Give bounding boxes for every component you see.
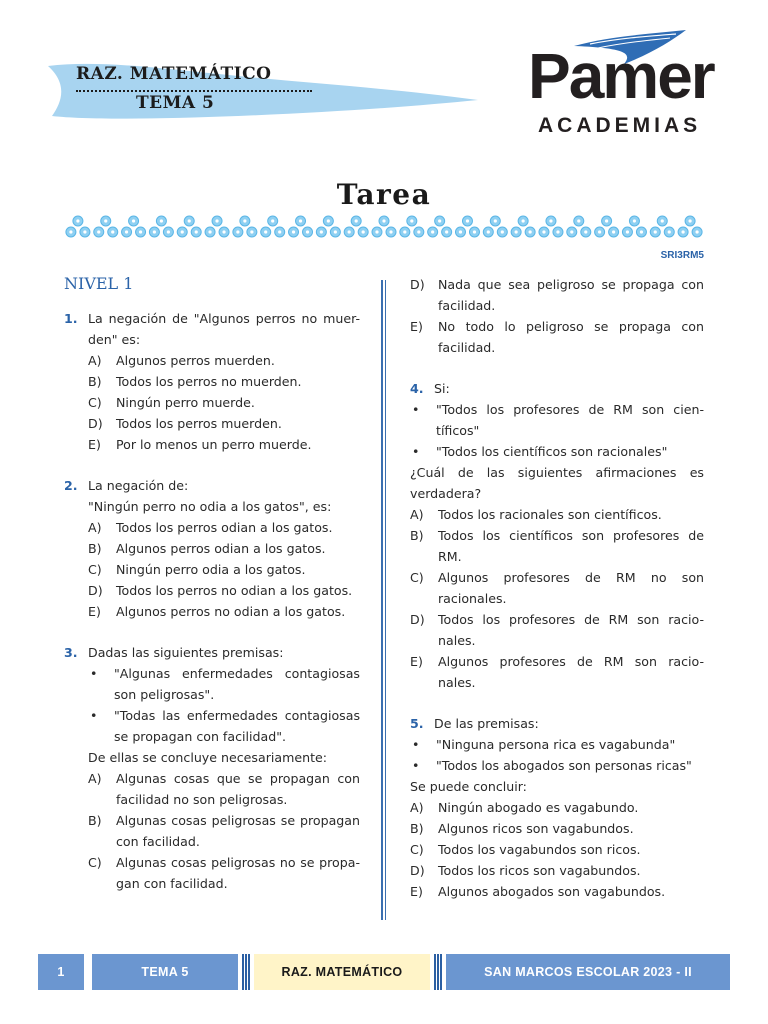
flower-ornament-icon	[428, 216, 452, 237]
document-code: SRI3RM5	[660, 250, 704, 261]
footer-institution: SAN MARCOS ESCOLAR 2023 - II	[446, 954, 730, 990]
option-letter: D)	[88, 583, 103, 598]
flower-ornament-icon	[678, 216, 702, 237]
flower-ornament-icon	[149, 216, 173, 237]
option-letter: B)	[88, 541, 102, 556]
option-text: Algunas cosas peligrosas se propagan con facilidad.	[116, 813, 360, 849]
bullet-icon: •	[412, 402, 420, 417]
question-4	[410, 378, 704, 693]
logo-brand: Pamer	[528, 40, 714, 112]
question-statement: ¿Cuál de las siguientes afirmaciones es verdadera?	[410, 465, 704, 501]
option-text: Algunas cosas peligrosas no se propa-gan con facilidad.	[116, 855, 360, 891]
premise-text: "Algunas enfermedades contagiosas son peligrosas".	[114, 666, 360, 702]
question-number: 4.	[410, 381, 424, 396]
flower-ornament-icon	[511, 216, 535, 237]
question-text: Si:	[434, 381, 450, 396]
option-letter: A)	[88, 520, 102, 535]
option-text: Todos los científicos son profesores de RM.	[438, 528, 704, 564]
option-text: Algunos profesores de RM son racio-nales.	[438, 654, 704, 690]
flower-ornament-icon	[622, 216, 646, 237]
option-letter: B)	[410, 821, 424, 836]
option-letter: C)	[88, 562, 102, 577]
option-letter: B)	[88, 374, 102, 389]
flower-ornament-icon	[539, 216, 563, 237]
bullet-icon: •	[412, 444, 420, 459]
footer-subject: RAZ. MATEMÁTICO	[254, 954, 430, 990]
bullet-icon: •	[412, 758, 420, 773]
flower-ornament-icon	[650, 216, 674, 237]
header-dotted-rule	[76, 90, 312, 92]
question-statement: Se puede concluir:	[410, 779, 527, 794]
option-letter: C)	[410, 570, 424, 585]
page-footer	[38, 954, 730, 990]
option-text: Todos los ricos son vagabundos.	[438, 863, 641, 878]
option-text: Todos los profesores de RM son racio-nales.	[438, 612, 704, 648]
bullet-icon: •	[90, 708, 98, 723]
logo-subtitle: ACADEMIAS	[538, 114, 702, 137]
flower-ornament-icon	[400, 216, 424, 237]
premise-text: "Todas las enfermedades contagiosas se propagan con facilidad".	[114, 708, 360, 744]
premise-text: "Todos los científicos son racionales"	[436, 444, 668, 459]
option-letter: C)	[88, 395, 102, 410]
footer-tema: TEMA 5	[92, 954, 238, 990]
bullet-icon: •	[90, 666, 98, 681]
question-text: La negación de "Algunos perros no muer-den" es:	[88, 311, 360, 347]
option-letter: A)	[410, 507, 424, 522]
option-text: Todos los perros muerden.	[116, 416, 282, 431]
question-2	[64, 475, 360, 622]
option-text: Por lo menos un perro muerde.	[116, 437, 312, 452]
option-letter: E)	[410, 884, 423, 899]
flower-ornament-icon	[316, 216, 340, 237]
option-text: No todo lo peligroso se propaga con facilidad.	[438, 319, 704, 355]
question-3-continued	[410, 274, 704, 358]
option-text: Ningún abogado es vagabundo.	[438, 800, 639, 815]
option-letter: D)	[88, 416, 103, 431]
question-statement: De ellas se concluye necesariamente:	[88, 750, 328, 765]
footer-separator	[434, 954, 442, 990]
footer-separator	[242, 954, 250, 990]
option-text: Todos los vagabundos son ricos.	[438, 842, 641, 857]
option-text: Todos los racionales son científicos.	[438, 507, 662, 522]
flower-ornament-icon	[66, 216, 90, 237]
question-3	[64, 642, 360, 894]
column-divider	[381, 280, 386, 920]
question-statement: "Ningún perro no odia a los gatos", es:	[88, 499, 332, 514]
option-letter: B)	[88, 813, 102, 828]
option-text: Algunos abogados son vagabundos.	[438, 884, 666, 899]
question-number: 3.	[64, 645, 78, 660]
question-1	[64, 308, 360, 455]
premise-text: "Ninguna persona rica es vagabunda"	[436, 737, 676, 752]
option-letter: E)	[410, 654, 423, 669]
option-letter: C)	[88, 855, 102, 870]
option-text: Ningún perro muerde.	[116, 395, 255, 410]
option-letter: C)	[410, 842, 424, 857]
flower-ornament-icon	[289, 216, 313, 237]
decorative-border	[64, 212, 704, 242]
option-text: Algunos perros muerden.	[116, 353, 275, 368]
option-letter: E)	[88, 604, 101, 619]
flower-ornament-icon	[455, 216, 479, 237]
bullet-icon: •	[412, 737, 420, 752]
footer-page-number: 1	[38, 954, 84, 990]
option-letter: A)	[88, 353, 102, 368]
option-letter: D)	[410, 612, 425, 627]
option-letter: D)	[410, 277, 425, 292]
flower-ornament-icon	[205, 216, 229, 237]
option-text: Algunos perros no odian a los gatos.	[116, 604, 346, 619]
option-text: Algunos ricos son vagabundos.	[438, 821, 634, 836]
option-text: Algunos perros odian a los gatos.	[116, 541, 326, 556]
flower-ornament-icon	[94, 216, 118, 237]
option-letter: B)	[410, 528, 424, 543]
flower-ornament-icon	[233, 216, 257, 237]
flower-ornament-icon	[261, 216, 285, 237]
page-title: Tarea	[336, 178, 432, 211]
option-letter: E)	[88, 437, 101, 452]
option-text: Algunos profesores de RM no son racionales.	[438, 570, 704, 606]
option-text: Nada que sea peligroso se propaga con facilidad.	[438, 277, 704, 313]
header-tema: TEMA 5	[136, 93, 215, 113]
option-letter: E)	[410, 319, 423, 334]
flower-ornament-icon	[344, 216, 368, 237]
flower-ornament-icon	[595, 216, 619, 237]
option-text: Todos los perros no muerden.	[116, 374, 302, 389]
option-text: Todos los perros no odian a los gatos.	[116, 583, 353, 598]
right-column	[410, 274, 704, 922]
flower-ornament-icon	[372, 216, 396, 237]
flower-ornament-icon	[567, 216, 591, 237]
flower-ornament-icon	[483, 216, 507, 237]
option-letter: A)	[410, 800, 424, 815]
question-text: De las premisas:	[434, 716, 539, 731]
option-letter: D)	[410, 863, 425, 878]
option-letter: A)	[88, 771, 102, 786]
option-text: Algunas cosas que se propagan con facilidad no son peligrosas.	[116, 771, 360, 807]
question-5	[410, 713, 704, 902]
header-subject: RAZ. MATEMÁTICO	[76, 64, 272, 84]
question-number: 5.	[410, 716, 424, 731]
premise-text: "Todos los abogados son personas ricas"	[436, 758, 692, 773]
flower-ornament-icon	[177, 216, 201, 237]
question-text: Dadas las siguientes premisas:	[88, 645, 284, 660]
option-text: Ningún perro odia a los gatos.	[116, 562, 306, 577]
left-column	[64, 272, 360, 914]
question-number: 1.	[64, 311, 78, 326]
premise-text: "Todos los profesores de RM son cien-tíficos"	[436, 402, 704, 438]
flower-ornament-icon	[122, 216, 146, 237]
option-text: Todos los perros odian a los gatos.	[116, 520, 333, 535]
level-heading: NIVEL 1	[64, 274, 134, 293]
question-text: La negación de:	[88, 478, 189, 493]
question-number: 2.	[64, 478, 78, 493]
